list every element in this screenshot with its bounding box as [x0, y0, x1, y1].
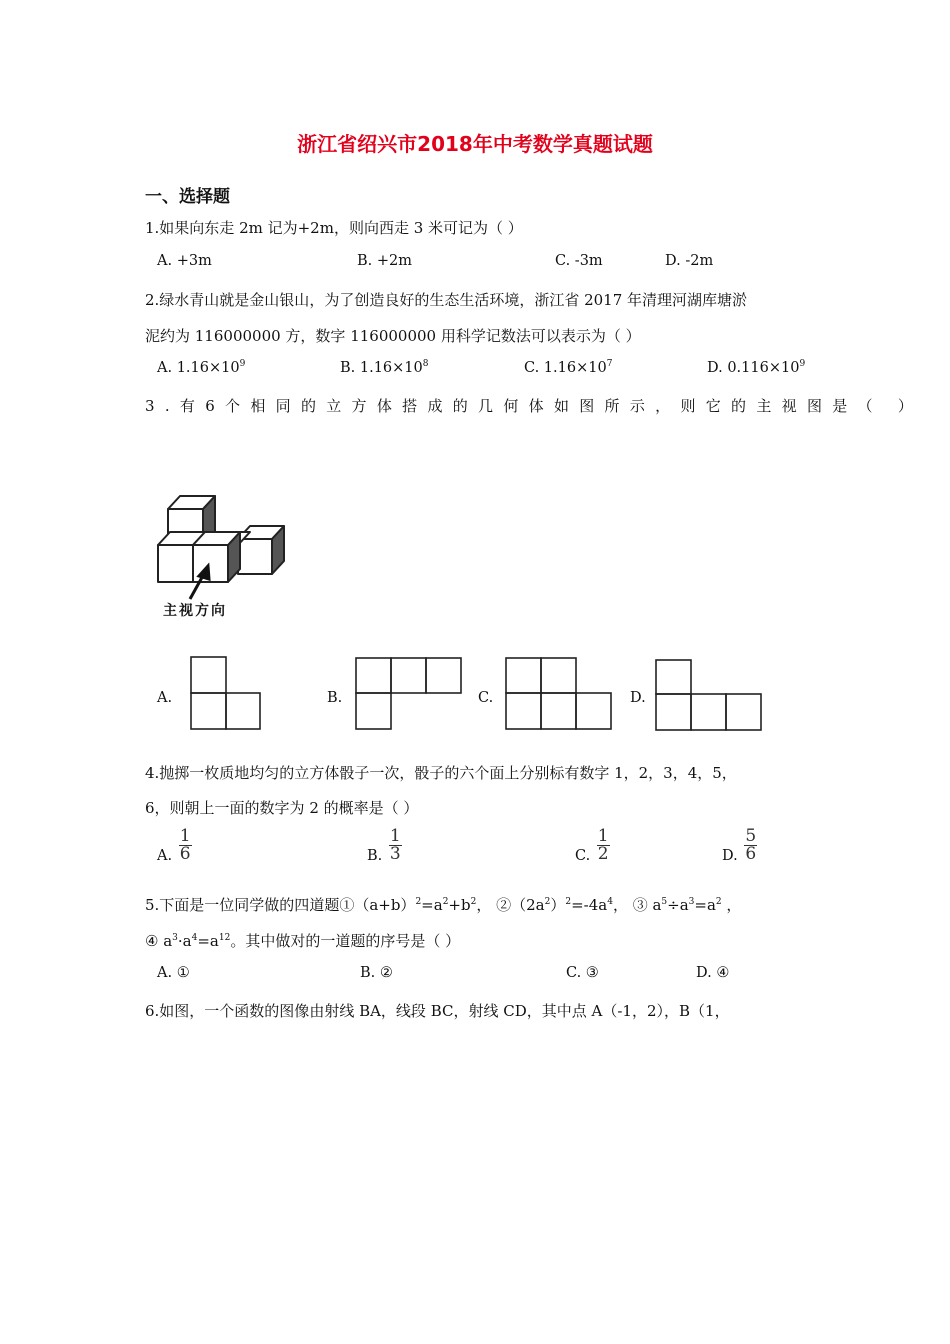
- section-heading: 一、选择题: [145, 187, 230, 207]
- q1-option-c[interactable]: C. -3m: [555, 253, 603, 269]
- fraction: $\frac{1}{6}$: [179, 826, 191, 864]
- question-6-text: 6.如图，一个函数的图像由射线 BA，线段 BC，射线 CD，其中点 A（-1，2），B（1，: [145, 1002, 730, 1020]
- q3-option-c-figure: [505, 657, 613, 733]
- q5-option-b[interactable]: B. ②: [360, 965, 393, 981]
- question-5-line-2: ④ $a^3\cdot a^4=a^{12}$。其中做对的一道题的序号是（ ）: [145, 932, 461, 950]
- q4-option-a[interactable]: A. $\frac{1}{6}$: [157, 826, 191, 864]
- q2-option-c[interactable]: C. $1.16\times 10^7$: [524, 359, 613, 376]
- cube-front-face: [158, 545, 193, 582]
- page-title: 浙江省绍兴市2018年中考数学真题试题: [297, 132, 653, 156]
- q3-option-d-figure: [655, 659, 765, 735]
- q3-option-a[interactable]: A.: [157, 690, 173, 706]
- question-3-text: 3.有6个相同的立方体搭成的几何体如图所示，则它的主视图是（ ）: [145, 397, 924, 415]
- q4-option-d[interactable]: D. $\frac{5}{6}$: [722, 826, 757, 864]
- question-5-line-1: 5.下面是一位同学做的四道题$①(a+b)^2=a^2+b^2$， $②(2a^2)^2=-4a^4$， ③ $a^5\div a^3=a^2$ ，: [145, 896, 742, 914]
- fraction: $\frac{1}{2}$: [597, 826, 609, 864]
- q5-option-d[interactable]: D. ④: [696, 965, 730, 981]
- q4-option-c[interactable]: C. $\frac{1}{2}$: [575, 826, 609, 864]
- q3-option-b-figure: [355, 657, 463, 733]
- q2-option-d[interactable]: D. $0.116\times 10^9$: [707, 359, 806, 376]
- q5-option-a[interactable]: A. ①: [157, 965, 190, 981]
- cube-front-face: [238, 539, 272, 574]
- question-2-line-1: 2.绿水青山就是金山银山，为了创造良好的生态生活环境，浙江省 2017 年清理河湖库塘淤: [145, 291, 748, 309]
- q1-option-d[interactable]: D. -2m: [665, 253, 714, 269]
- q5-option-c[interactable]: C. ③: [566, 965, 599, 981]
- q1-option-b[interactable]: B. +2m: [357, 253, 412, 269]
- q3-option-a-figure: [190, 656, 262, 732]
- q3-option-b[interactable]: B.: [327, 690, 343, 706]
- view-direction-label: 主视方向: [163, 603, 227, 619]
- question-4-line-2: 6，则朝上一面的数字为 2 的概率是（ ）: [145, 799, 419, 817]
- question-2-line-2: 泥约为 116000000 方，数字 116000000 用科学记数法可以表示为（ ）: [145, 327, 641, 345]
- q2-option-a[interactable]: A. $1.16\times 10^9$: [157, 359, 246, 376]
- q1-option-a[interactable]: A. +3m: [157, 253, 212, 269]
- fraction: $\frac{1}{3}$: [389, 826, 401, 864]
- q3-option-d[interactable]: D.: [630, 690, 646, 706]
- question-1-text: 1.如果向东走 2m 记为+2m，则向西走 3 米可记为（ ）: [145, 219, 523, 237]
- question-4-line-1: 4.抛掷一枚质地均匀的立方体骰子一次，骰子的六个面上分别标有数字 1，2，3，4，5，: [145, 764, 737, 782]
- q3-option-c[interactable]: C.: [478, 690, 494, 706]
- q4-option-b[interactable]: B. $\frac{1}{3}$: [367, 826, 401, 864]
- fraction: $\frac{5}{6}$: [745, 826, 757, 864]
- q2-option-b[interactable]: B. $1.16\times 10^8$: [340, 359, 429, 376]
